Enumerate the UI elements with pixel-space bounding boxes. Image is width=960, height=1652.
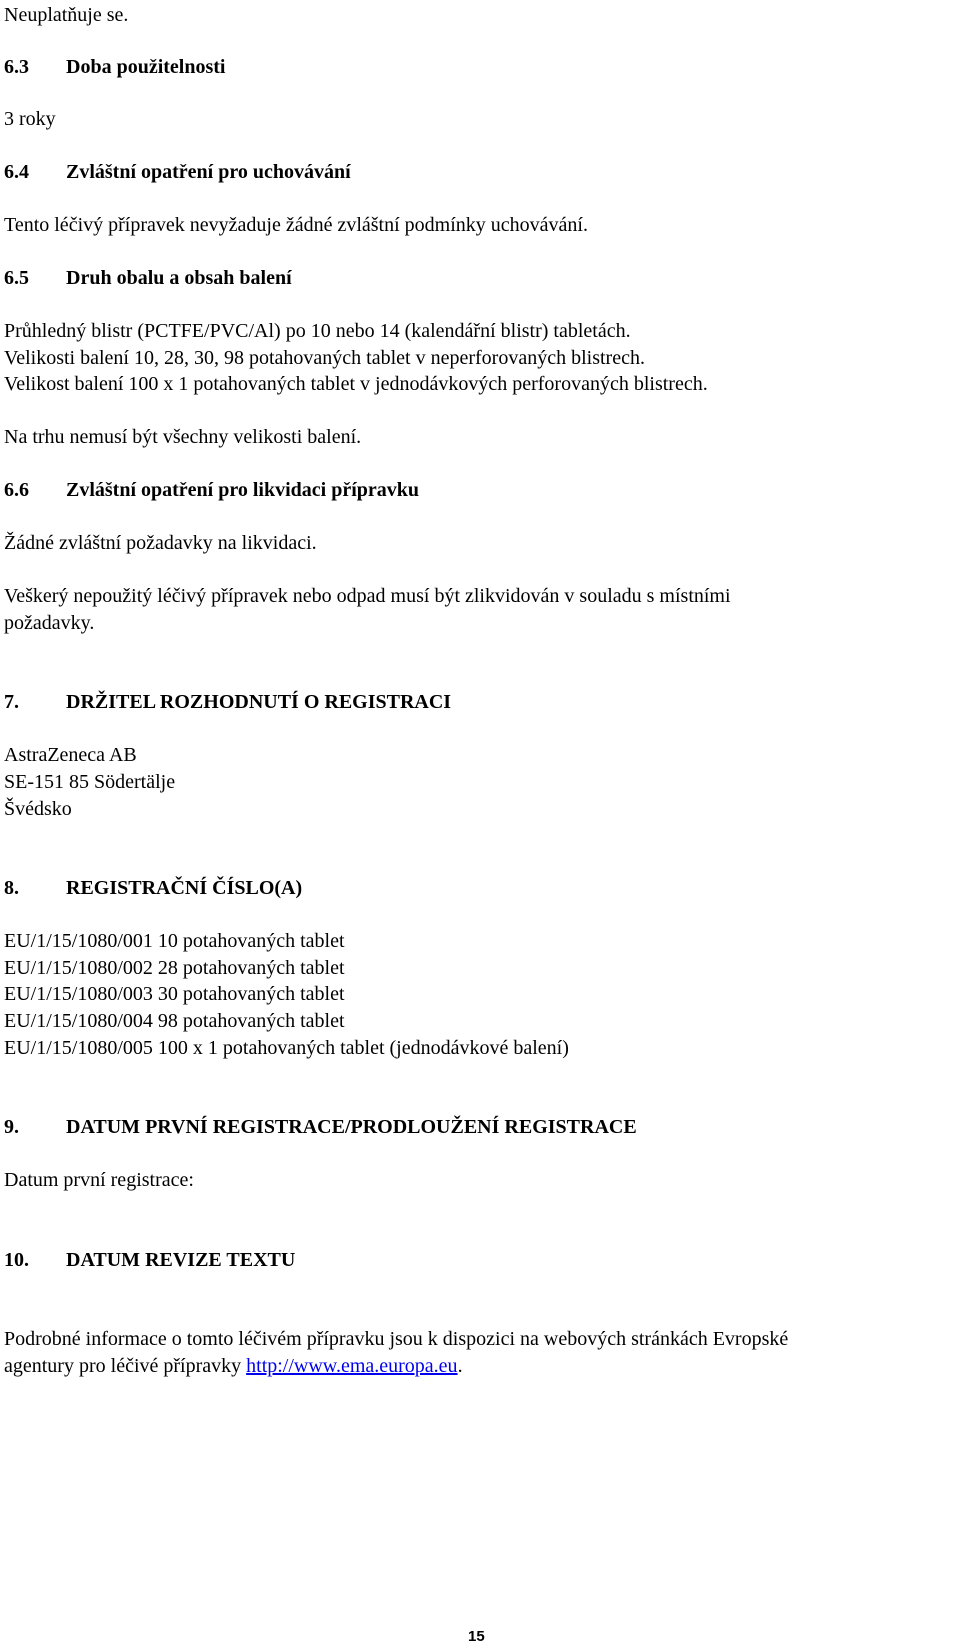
intro-text: Neuplatňuje se. <box>4 4 129 26</box>
section-6-4-heading <box>4 159 351 186</box>
section-6-6-text: Veškerý nepoužitý léčivý přípravek nebo odpad musí být zlikvidován v souladu s místními <box>4 585 731 607</box>
section-title: Zvláštní opatření pro uchovávání <box>66 161 351 183</box>
section-6-3-text: 3 roky <box>4 108 56 130</box>
section-6-5-note: Na trhu nemusí být všechny velikosti balení. <box>4 426 362 448</box>
section-number: 6.4 <box>4 161 29 183</box>
section-6-3-heading <box>4 54 225 81</box>
section-6-5-line: Velikosti balení 10, 28, 30, 98 potahovaných tablet v neperforovaných blistrech. <box>4 347 645 369</box>
footer-text-line2 <box>4 1353 463 1380</box>
registration-number: EU/1/15/1080/001 10 potahovaných tablet <box>4 930 345 952</box>
section-number: 9. <box>4 1116 19 1138</box>
section-title: Druh obalu a obsah balení <box>66 267 292 289</box>
section-6-4-text: Tento léčivý přípravek nevyžaduje žádné zvláštní podmínky uchovávání. <box>4 214 588 236</box>
registration-number: EU/1/15/1080/005 100 x 1 potahovaných tablet (jednodávkové balení) <box>4 1037 569 1059</box>
section-9-heading <box>4 1114 637 1141</box>
section-8-heading <box>4 875 302 902</box>
section-9-text: Datum první registrace: <box>4 1169 194 1191</box>
section-6-5-line: Průhledný blistr (PCTFE/PVC/Al) po 10 nebo 14 (kalendářní blistr) tabletách. <box>4 320 631 342</box>
section-number: 6.3 <box>4 56 29 78</box>
footer-text: Podrobné informace o tomto léčivém přípravku jsou k dispozici na webových stránkách Evropské <box>4 1328 789 1350</box>
footer-text: . <box>457 1355 463 1377</box>
holder-address-line: SE-151 85 Södertälje <box>4 771 176 793</box>
section-6-6-text: požadavky. <box>4 612 95 634</box>
holder-address-line: Švédsko <box>4 798 72 820</box>
section-title: DRŽITEL ROZHODNUTÍ O REGISTRACI <box>66 691 452 713</box>
section-title: REGISTRAČNÍ ČÍSLO(A) <box>66 877 303 899</box>
holder-address-line: AstraZeneca AB <box>4 744 137 766</box>
registration-number: EU/1/15/1080/002 28 potahovaných tablet <box>4 957 345 979</box>
section-7-heading <box>4 689 451 716</box>
section-6-6-heading <box>4 477 419 504</box>
registration-number: EU/1/15/1080/004 98 potahovaných tablet <box>4 1010 345 1032</box>
section-title: Doba použitelnosti <box>66 56 226 78</box>
section-number: 6.5 <box>4 267 29 289</box>
section-number: 8. <box>4 877 19 899</box>
page-number: 15 <box>468 1628 485 1645</box>
section-10-heading <box>4 1247 295 1274</box>
footer-text: agentury pro léčivé přípravky <box>4 1355 247 1377</box>
section-title: DATUM REVIZE TEXTU <box>66 1249 296 1271</box>
section-6-5-line: Velikost balení 100 x 1 potahovaných tablet v jednodávkových perforovaných blistrech. <box>4 373 708 395</box>
registration-number: EU/1/15/1080/003 30 potahovaných tablet <box>4 983 345 1005</box>
section-number: 7. <box>4 691 19 713</box>
section-6-5-heading <box>4 265 292 292</box>
section-number: 6.6 <box>4 479 29 501</box>
section-6-6-text: Žádné zvláštní požadavky na likvidaci. <box>4 532 317 554</box>
ema-website-link[interactable]: http://www.ema.europa.eu <box>246 1355 458 1377</box>
section-number: 10. <box>4 1249 29 1271</box>
section-title: DATUM PRVNÍ REGISTRACE/PRODLOUŽENÍ REGISTRACE <box>66 1116 637 1138</box>
section-title: Zvláštní opatření pro likvidaci přípravku <box>66 479 420 501</box>
